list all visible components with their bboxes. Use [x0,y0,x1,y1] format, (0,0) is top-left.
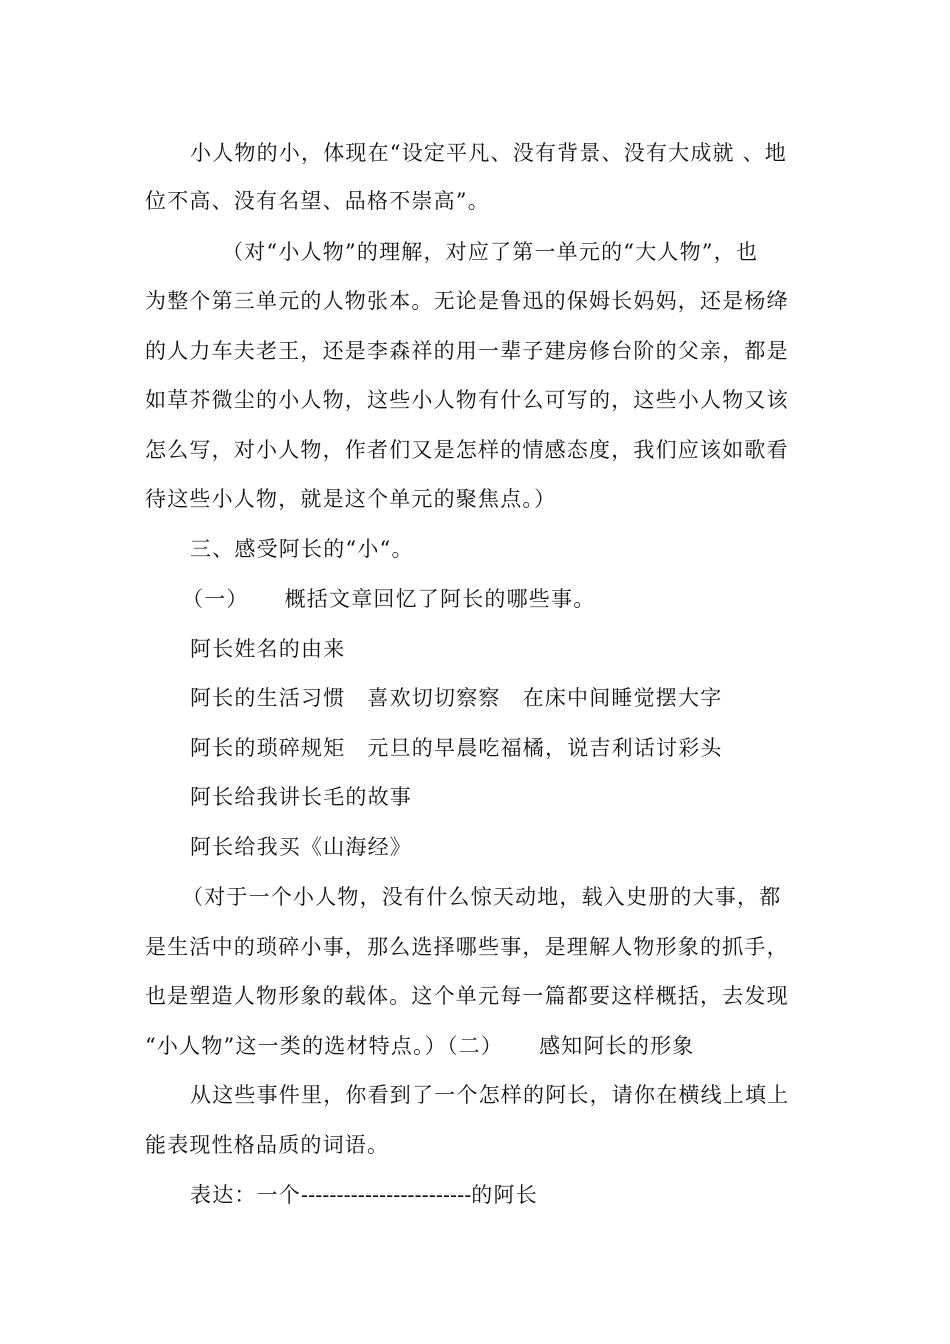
list-item-5: 阿长给我买《山海经》 [190,835,412,859]
paragraph-3-line-3: 也是塑造人物形象的载体。这个单元每一篇都要这样概括，去发现 [145,984,789,1008]
subsection-title-2: 感知阿长的形象 [539,1034,695,1058]
paragraph-1-line-2: 位不高、没有名望、品格不崇高”。 [145,189,490,213]
paragraph-2-line-5: 怎么写，对小人物，作者们又是怎样的情感态度，我们应该如歌看 [145,438,789,462]
list-item-2-detail-a: 喜欢切切察察 [367,686,501,710]
paragraph-2-line-2: 为整个第三单元的人物张本。无论是鲁迅的保姆长妈妈，还是杨绛 [145,289,789,313]
list-item-2-title: 阿长的生活习惯 [190,686,346,710]
paragraph-3-line-1: （对于一个小人物，没有什么惊天动地，载入史册的大事，都 [182,885,782,909]
section-heading-3: 三、感受阿长的“小“。 [190,537,414,561]
list-item-2 [190,683,815,713]
paragraph-3-line-4-text: “小人物”这一类的选材特点。）（二） [145,1034,504,1058]
list-item-3-detail: 元旦的早晨吃福橘，说吉利话讨彩头 [367,736,723,760]
paragraph-3-line-2: 是生活中的琐碎小事，那么选择哪些事，是理解人物形象的抓手， [145,935,789,959]
list-item-3-title: 阿长的琐碎规矩 [190,736,346,760]
subsection-title-1: 概括文章回忆了阿长的哪些事。 [284,587,596,611]
list-item-3 [190,733,815,763]
paragraph-2-line-4: 如草芥微尘的小人物，这些小人物有什么可写的，这些小人物又该 [145,388,789,412]
list-item-1: 阿长姓名的由来 [190,637,346,661]
fill-in-suffix: 的阿长 [471,1183,538,1207]
paragraph-2-line-1: （对“小人物”的理解，对应了第一单元的“大人物”，也 [222,240,759,264]
subsection-number-1: （一） [182,587,249,611]
subsection-heading-1 [182,584,815,614]
list-item-2-detail-b: 在床中间睡觉摆大字 [522,686,723,710]
paragraph-4-line-2: 能表现性格品质的词语。 [145,1133,390,1157]
paragraph-3-line-4 [145,1031,815,1061]
paragraph-2-line-6: 待这些小人物，就是这个单元的聚焦点。） [145,487,557,511]
paragraph-1-line-1: 小人物的小，体现在“设定平凡、没有背景、没有大成就 、地 [190,141,788,165]
fill-in-blank-line [190,1180,815,1210]
paragraph-4-line-1: 从这些事件里，你看到了一个怎样的阿长，请你在横线上填上 [190,1083,790,1107]
paragraph-2-line-3: 的人力车夫老王，还是李森祥的用一辈子建房修台阶的父亲，都是 [145,339,789,363]
fill-in-blank: ------------------------ [301,1183,472,1207]
fill-in-prefix: 表达：一个 [190,1183,301,1207]
list-item-4: 阿长给我讲长毛的故事 [190,785,412,809]
